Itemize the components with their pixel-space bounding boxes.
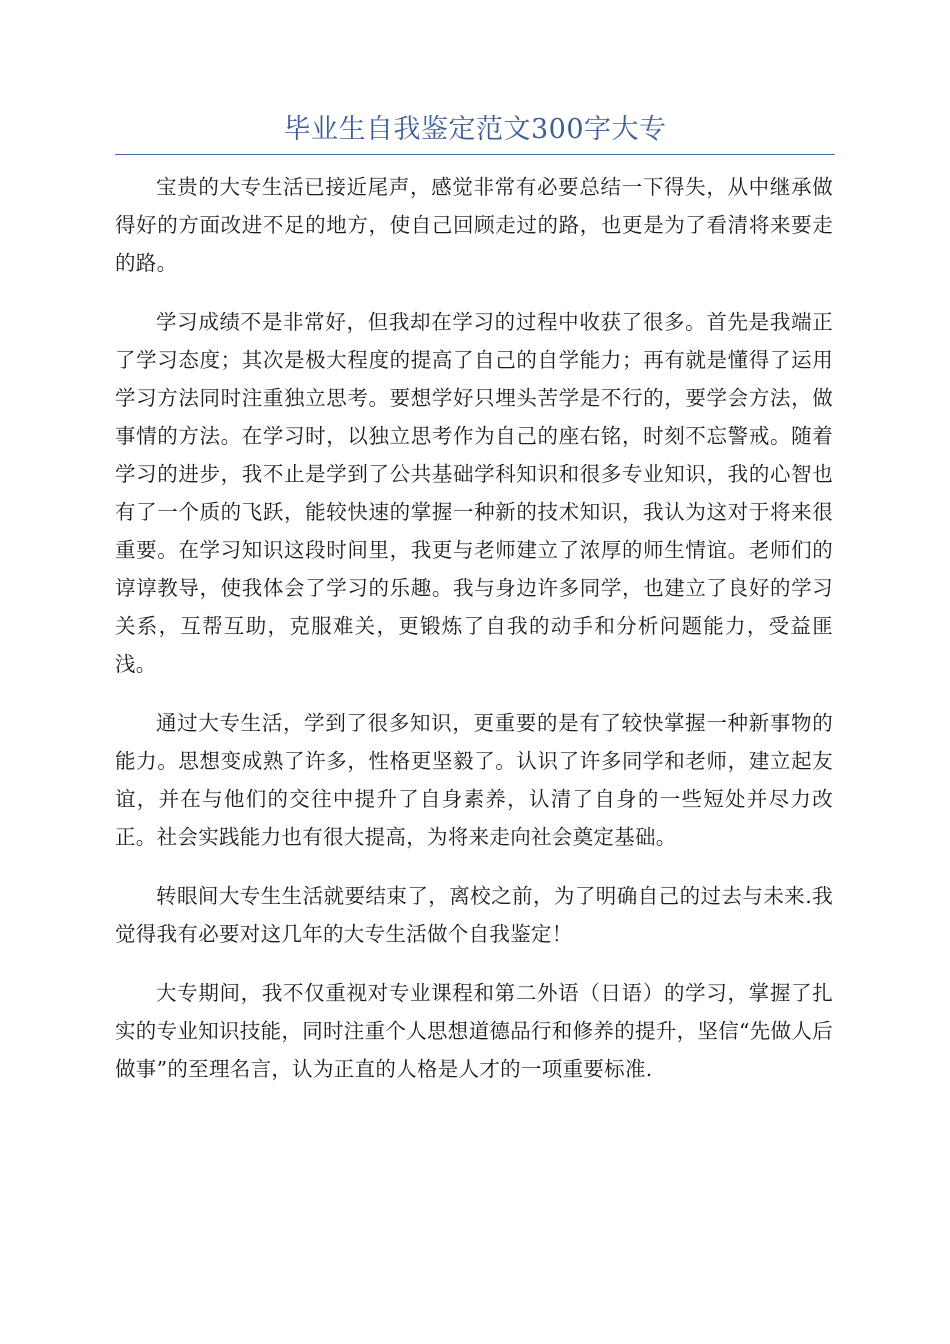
paragraph-growth: 通过大专生活，学到了很多知识，更重要的是有了较快掌握一种新事物的能力。思想变成熟了许多，性格更坚毅了。认识了许多同学和老师，建立起友谊，并在与他们的交往中提升了自身素养，认清了自身的一些短处并尽力改正。社会实践能力也有很大提高，为将来走向社会奠定基础。 xyxy=(115,711,833,849)
title-block xyxy=(115,108,835,155)
document-body xyxy=(115,168,833,1109)
paragraph-farewell: 转眼间大专生生活就要结束了，离校之前，为了明确自己的过去与未来.我觉得我有必要对这几年的大专生活做个自我鉴定！ xyxy=(115,884,833,946)
title-underline xyxy=(115,154,835,155)
paragraph-college-period: 大专期间，我不仅重视对专业课程和第二外语（日语）的学习，掌握了扎实的专业知识技能，同时注重个人思想道德品行和修养的提升，坚信“先做人后做事”的至理名言，认为正直的人格是人才的一项重要标准. xyxy=(115,981,833,1081)
paragraph-study: 学习成绩不是非常好，但我却在学习的过程中收获了很多。首先是我端正了学习态度；其次是极大程度的提高了自己的自学能力；再有就是懂得了运用学习方法同时注重独立思考。要想学好只埋头苦学是不行的，要学会方法，做事情的方法。在学习时，以独立思考作为自己的座右铭，时刻不忘警戒。随着学习的进步，我不止是学到了公共基础学科知识和很多专业知识，我的心智也有了一个质的飞跃，能较快速的掌握一种新的技术知识，我认为这对于将来很重要。在学习知识这段时间里，我更与老师建立了浓厚的师生情谊。老师们的谆谆教导，使我体会了学习的乐趣。我与身边许多同学，也建立了良好的学习关系，互帮互助，克服难关，更锻炼了自我的动手和分析问题能力，受益匪浅。 xyxy=(115,310,833,676)
document-title: 毕业生自我鉴定范文300字大专 xyxy=(283,114,667,145)
paragraph-intro: 宝贵的大专生活已接近尾声，感觉非常有必要总结一下得失，从中继承做得好的方面改进不足的地方，使自己回顾走过的路，也更是为了看清将来要走的路。 xyxy=(115,175,833,275)
